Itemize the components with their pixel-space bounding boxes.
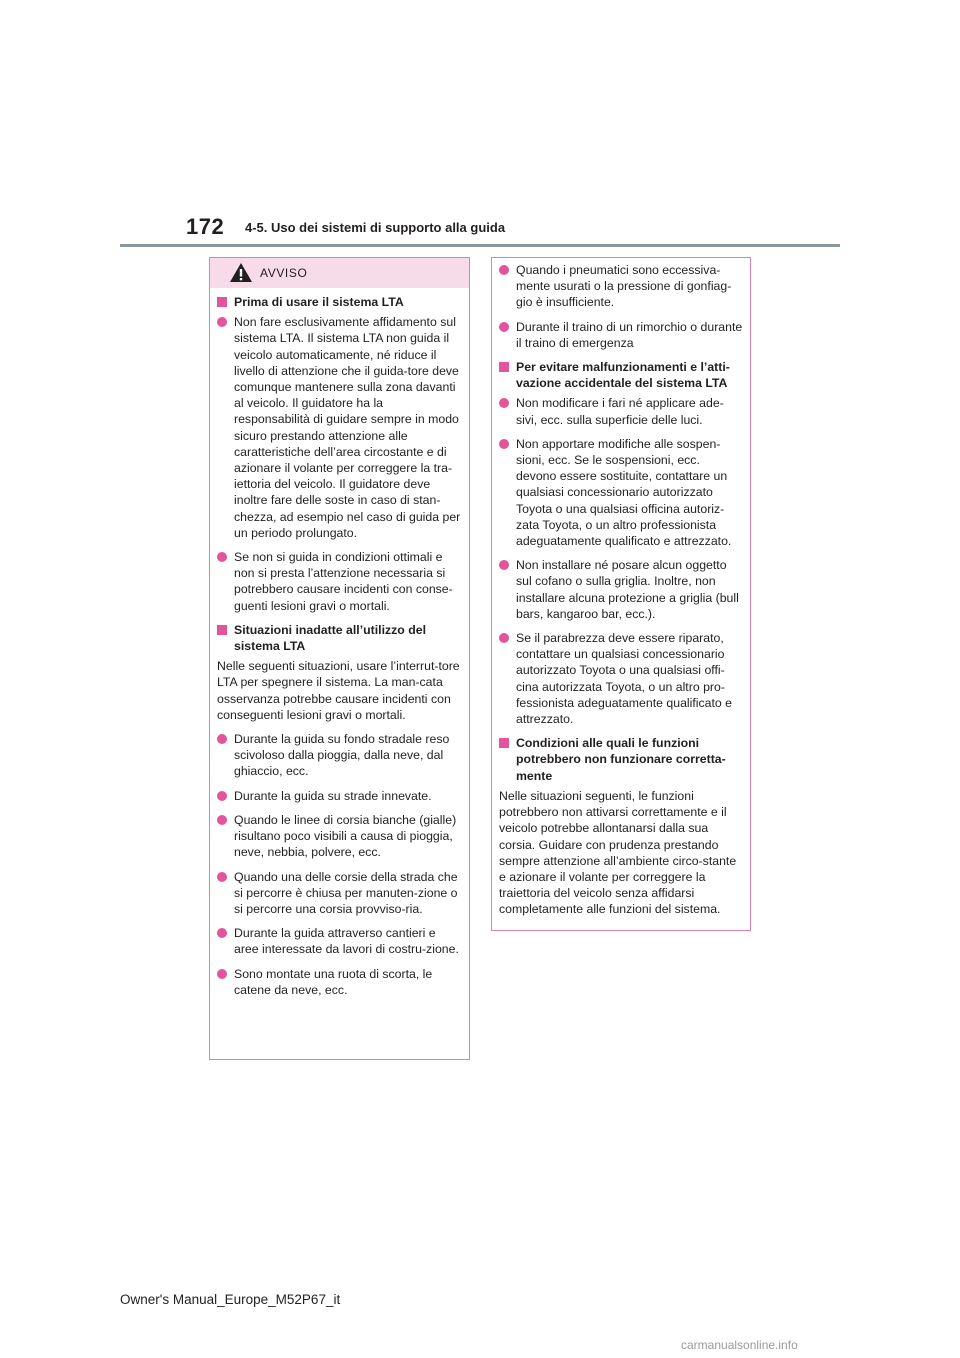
- warning-box-right: [491, 257, 751, 931]
- list-item: [499, 319, 743, 351]
- list-item: [217, 731, 462, 780]
- list-item-text: Quando le linee di corsia bianche (gialle) risultano poco visibili a causa di pioggia, neve, nebbia, polvere, ecc.: [234, 812, 457, 860]
- list-item: [217, 869, 462, 918]
- list-item-text: Durante la guida su strade innevate.: [234, 788, 432, 803]
- list-item-text: Non installare né posare alcun oggetto sul cofano o sulla griglia. Inoltre, non installare alcuna protezione a griglia (bull bars, kangaroo bar, ecc.).: [516, 558, 739, 621]
- section-heading: [499, 735, 743, 784]
- list-item-text: Quando i pneumatici sono eccessiva-mente usurati o la pressione di gonfiag-gio è insufficiente.: [516, 263, 732, 310]
- heading-text: Situazioni inadatte all’utilizzo del sistema LTA: [234, 622, 426, 654]
- section-heading: [217, 622, 462, 654]
- list-item-text: Quando una delle corsie della strada che si percorre è chiusa per manuten-zione o si percorre una corsia provviso-ria.: [234, 869, 458, 916]
- pink-dot-bullet-icon: [499, 398, 509, 408]
- paragraph: Nelle situazioni seguenti, le funzioni potrebbero non attivarsi correttamente e il veicolo potrebbe allontanarsi dalla sua corsia. Guidare con prudenza prestando sempre attenzione all’ambiente circo-stante e azionare il volante per correggere la traiettoria del veicolo senza affidarsi completamente alle funzioni del sistema.: [499, 788, 737, 917]
- list-item-text: Non modificare i fari né applicare ade-sivi, ecc. sulla superficie delle luci.: [516, 396, 724, 427]
- list-item-text: Non apportare modifiche alle sospen-sioni, ecc. Se le sospensioni, ecc. devono essere sostituite, contattare un qualsiasi concessionario autorizzato Toyota o una qualsiasi officina autoriz-zata Toyota, o un altro professionista adeguatamente qualificato e attrezzato.: [516, 436, 732, 549]
- pink-dot-bullet-icon: [217, 791, 227, 801]
- list-item: [217, 549, 462, 614]
- warning-triangle-icon: [229, 262, 253, 283]
- list-item: [217, 788, 462, 804]
- page-number: 172: [186, 214, 225, 239]
- heading-text: Prima di usare il sistema LTA: [234, 295, 404, 309]
- pink-dot-bullet-icon: [217, 552, 227, 562]
- list-item-text: Sono montate una ruota di scorta, le catene da neve, ecc.: [234, 966, 433, 997]
- pink-dot-bullet-icon: [217, 734, 227, 744]
- list-item-text: Durante la guida su fondo stradale reso scivoloso dalla pioggia, dalla neve, dal ghiaccio, ecc.: [234, 732, 450, 779]
- pink-dot-bullet-icon: [217, 317, 227, 327]
- paragraph: Nelle seguenti situazioni, usare l’interrut-tore LTA per spegnere il sistema. La man-cata osservanza potrebbe causare incidenti con conseguenti lesioni gravi o mortali.: [217, 659, 460, 722]
- warning-content-right: [492, 258, 750, 918]
- pink-dot-bullet-icon: [499, 322, 509, 332]
- list-item: [217, 966, 462, 998]
- pink-dot-bullet-icon: [499, 560, 509, 570]
- pink-dot-bullet-icon: [217, 815, 227, 825]
- pink-dot-bullet-icon: [217, 969, 227, 979]
- list-item-text: Durante la guida attraverso cantieri e aree interessate da lavori di costru-zione.: [234, 926, 459, 957]
- pink-square-icon: [217, 625, 227, 635]
- list-item-text: Durante il traino di un rimorchio o durante il traino di emergenza: [516, 319, 743, 350]
- list-item: [217, 925, 462, 957]
- list-item: [499, 395, 743, 427]
- watermark: carmanualsonline.info: [681, 1338, 798, 1352]
- pink-dot-bullet-icon: [217, 872, 227, 882]
- list-item: [499, 262, 743, 311]
- list-item: [499, 557, 743, 622]
- pink-dot-bullet-icon: [499, 265, 509, 275]
- list-item: [499, 436, 743, 549]
- list-item-text: Se non si guida in condizioni ottimali e non si presta l’attenzione necessaria si potrebbero causare incidenti con conse-guenti lesioni gravi o mortali.: [234, 550, 453, 613]
- section-heading: [217, 294, 462, 310]
- pink-dot-bullet-icon: [499, 439, 509, 449]
- heading-text: Per evitare malfunzionamenti e l’atti-vazione accidentale del sistema LTA: [516, 360, 730, 391]
- pink-square-icon: [499, 738, 509, 748]
- section-title: 4-5. Uso dei sistemi di supporto alla guida: [245, 220, 506, 235]
- pink-square-icon: [217, 297, 227, 307]
- warning-content-left: [210, 288, 469, 998]
- warning-label: AVVISO: [260, 266, 308, 280]
- document-name: Owner's Manual_Europe_M52P67_it: [120, 1292, 341, 1307]
- section-heading: [499, 359, 743, 391]
- header-divider: [120, 244, 840, 247]
- pink-square-icon: [499, 362, 509, 372]
- pink-dot-bullet-icon: [499, 633, 509, 643]
- warning-box-left: [209, 257, 470, 1060]
- list-item-text: Non fare esclusivamente affidamento sul sistema LTA. Il sistema LTA non guida il veicolo automaticamente, né riduce il livello di attenzione che il guida-tore deve comunque mantenere sulla zona davanti al veicolo. Il guidatore ha la responsabilità di guidare sempre in modo sicuro prestando attenzione alle caratteristiche dell’area circostante e di azionare il volante per correggere la tra-iettoria del veicolo. Il guidatore deve inoltre fare delle soste in caso di stan-chezza, ad esempio nel caso di guida per un periodo prolungato.: [234, 315, 461, 540]
- pink-dot-bullet-icon: [217, 928, 227, 938]
- list-item: [217, 812, 462, 861]
- heading-text: Condizioni alle quali le funzioni potrebbero non funzionare corretta-mente: [516, 736, 726, 783]
- list-item: [217, 314, 462, 541]
- list-item-text: Se il parabrezza deve essere riparato, contattare un qualsiasi concessionario autorizzato Toyota o una qualsiasi offi-cina autorizzata Toyota, o un altro pro-fessionista adeguatamente qualificato e attrezzato.: [516, 631, 733, 727]
- list-item: [499, 630, 743, 727]
- warning-box-header: [210, 258, 469, 288]
